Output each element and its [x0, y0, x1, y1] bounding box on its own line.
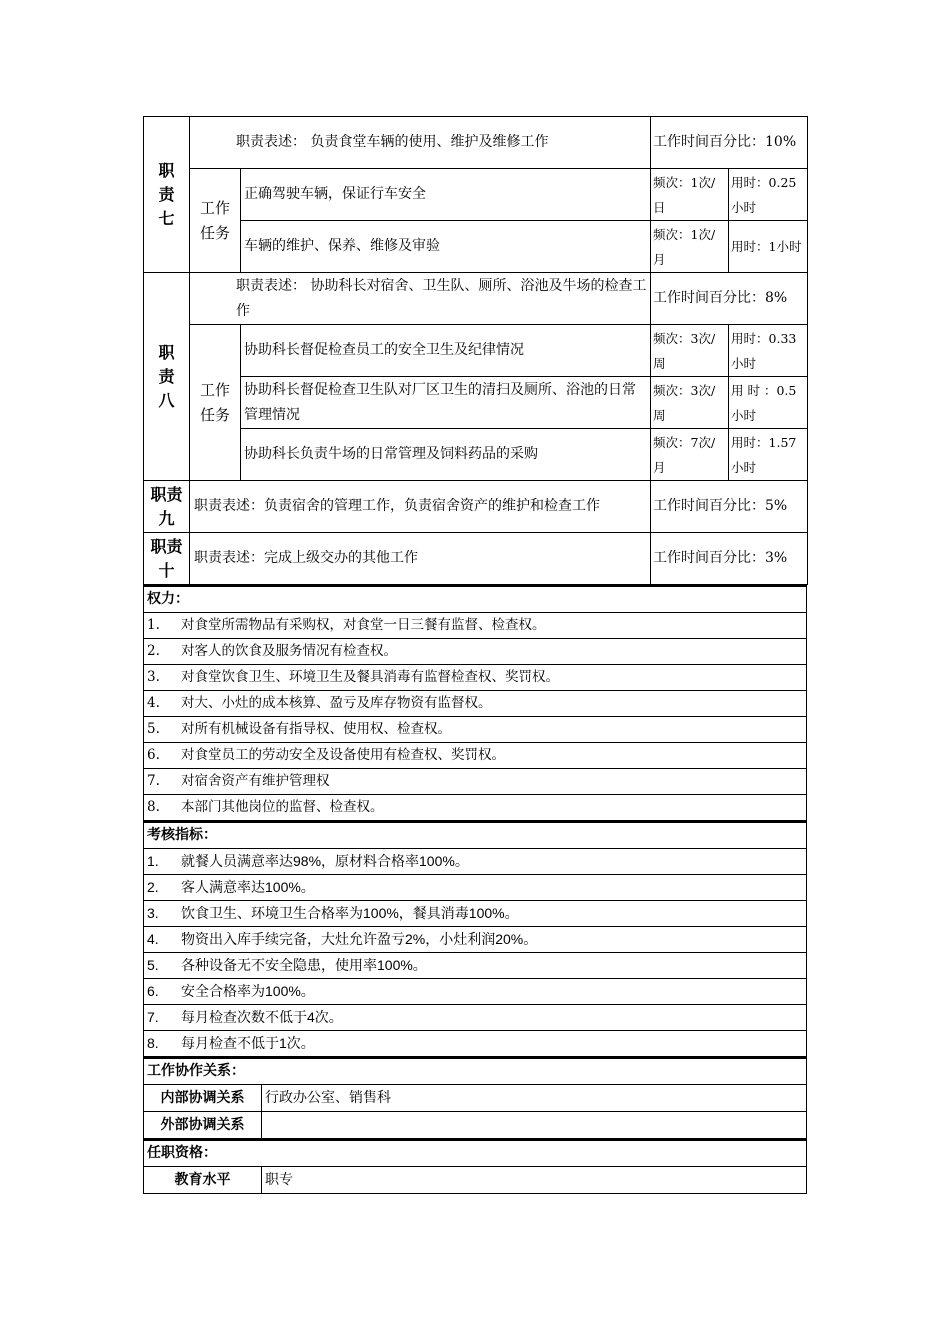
kpi-item: [144, 953, 807, 979]
education-label: 教育水平: [144, 1167, 262, 1194]
power-item: [144, 717, 807, 743]
external-relations-value: [262, 1112, 807, 1139]
duty-10-label: 职责 十: [144, 533, 190, 585]
duty-9-percentage: 工作时间百分比：5%: [651, 481, 808, 533]
power-row: [144, 639, 807, 665]
duty-7-task-2-time: 用时：1小时: [729, 221, 808, 273]
duty-8-task-3-time: 用时：1.57小时: [729, 429, 808, 481]
duty-8-task-2-frequency: 频次：3次/周: [651, 377, 729, 429]
kpi-item-text: 安全合格率为100%。: [181, 983, 315, 999]
kpi-row: [144, 979, 807, 1005]
kpi-item-text: 就餐人员满意率达98%，原材料合格率100%。: [181, 853, 469, 869]
power-row: [144, 795, 807, 821]
qualifications-table: [143, 1139, 807, 1194]
duty-7-task-1-time: 用时：0.25小时: [729, 169, 808, 221]
kpi-item-number: 2.: [147, 879, 159, 895]
kpi-item: [144, 1005, 807, 1031]
power-item-text: 本部门其他岗位的监督、检查权。: [181, 799, 384, 815]
kpi-row: [144, 927, 807, 953]
duty-7-task-1-frequency: 频次：1次/日: [651, 169, 729, 221]
power-item-number: 4.: [147, 695, 160, 711]
duty-8-task-1: 协助科长督促检查员工的安全卫生及纪律情况: [241, 325, 651, 377]
power-item-number: 8.: [147, 799, 160, 815]
power-item: [144, 613, 807, 639]
power-item: [144, 795, 807, 821]
kpi-item-number: 4.: [147, 931, 159, 947]
duty-9-label: 职责 九: [144, 481, 190, 533]
kpi-item: [144, 927, 807, 953]
duty-10-percentage: 工作时间百分比：3%: [651, 533, 808, 585]
power-item-text: 对大、小灶的成本核算、盈亏及库存物资有监督权。: [181, 695, 492, 711]
kpi-item: [144, 849, 807, 875]
duty-10-description: 职责表述：完成上级交办的其他工作: [190, 533, 651, 585]
power-item-number: 3.: [147, 669, 160, 685]
duty-7-percentage: 工作时间百分比：10%: [651, 117, 808, 169]
powers-table: [143, 585, 807, 821]
power-row: [144, 717, 807, 743]
power-item-number: 1.: [147, 617, 160, 633]
relations-table: [143, 1057, 807, 1139]
external-relations-label: 外部协调关系: [144, 1112, 262, 1139]
kpi-item-number: 3.: [147, 905, 159, 921]
power-row: [144, 691, 807, 717]
kpi-item: [144, 875, 807, 901]
power-item: [144, 665, 807, 691]
kpi-item-text: 客人满意率达100%。: [181, 879, 315, 895]
power-row: [144, 613, 807, 639]
power-item-number: 2.: [147, 643, 160, 659]
internal-relations-label: 内部协调关系: [144, 1085, 262, 1112]
kpi-item: [144, 1031, 807, 1057]
kpi-item: [144, 979, 807, 1005]
kpi-row: [144, 849, 807, 875]
kpi-item-number: 5.: [147, 957, 159, 973]
duty-8-task-3-frequency: 频次：7次/月: [651, 429, 729, 481]
power-item-text: 对客人的饮食及服务情况有检查权。: [181, 643, 397, 659]
job-description-page: [143, 116, 807, 1194]
duty-8-description: 职责表述： 协助科长对宿舍、卫生队、厕所、浴池及牛场的检查工作: [190, 273, 651, 325]
kpi-item-number: 6.: [147, 983, 159, 999]
duty-8-task-label: 工作 任务: [190, 325, 241, 481]
duty-7-task-label: 工作 任务: [190, 169, 241, 273]
education-value: 职专: [262, 1167, 807, 1194]
power-row: [144, 665, 807, 691]
duty-7-label: 职 责 七: [144, 117, 190, 273]
kpi-row: [144, 901, 807, 927]
kpi-row: [144, 875, 807, 901]
power-item: [144, 639, 807, 665]
power-item-number: 6.: [147, 747, 160, 763]
power-item: [144, 769, 807, 795]
kpi-item-text: 每月检查次数不低于4次。: [181, 1009, 343, 1025]
duty-8-task-2: 协助科长督促检查卫生队对厂区卫生的清扫及厕所、浴池的日常管理情况: [241, 377, 651, 429]
kpi-item-text: 各种设备无不安全隐患，使用率100%。: [181, 957, 427, 973]
internal-relations-value: 行政办公室、销售科: [262, 1085, 807, 1112]
duty-7-task-2: 车辆的维护、保养、维修及审验: [241, 221, 651, 273]
duty-8-percentage: 工作时间百分比：8%: [651, 273, 808, 325]
duty-8-task-3: 协助科长负责牛场的日常管理及饲料药品的采购: [241, 429, 651, 481]
power-row: [144, 769, 807, 795]
kpi-item: [144, 901, 807, 927]
duty-8-task-2-time: 用 时 ：0.5小时: [729, 377, 808, 429]
power-item-text: 对食堂饮食卫生、环境卫生及餐具消毒有监督检查权、奖罚权。: [181, 669, 559, 685]
kpi-row: [144, 1005, 807, 1031]
duty-8-label: 职 责 八: [144, 273, 190, 481]
power-item-text: 对食堂所需物品有采购权，对食堂一日三餐有监督、检查权。: [181, 617, 546, 633]
qualifications-title: 任职资格：: [144, 1140, 807, 1167]
kpi-row: [144, 1031, 807, 1057]
power-item-number: 5.: [147, 721, 160, 737]
power-item-text: 对所有机械设备有指导权、使用权、检查权。: [181, 721, 451, 737]
kpi-item-text: 物资出入库手续完备，大灶允许盈亏2%，小灶利润20%。: [181, 931, 538, 947]
duty-7-task-1: 正确驾驶车辆，保证行车安全: [241, 169, 651, 221]
power-item: [144, 691, 807, 717]
power-item: [144, 743, 807, 769]
power-item-text: 对食堂员工的劳动安全及设备使用有检查权、奖罚权。: [181, 747, 505, 763]
powers-title: 权力：: [144, 586, 807, 613]
kpi-item-number: 8.: [147, 1035, 159, 1051]
duty-9-description: 职责表述：负责宿舍的管理工作，负责宿舍资产的维护和检查工作: [190, 481, 651, 533]
relations-title: 工作协作关系：: [144, 1058, 807, 1085]
power-row: [144, 743, 807, 769]
power-item-text: 对宿舍资产有维护管理权: [181, 773, 330, 789]
power-item-number: 7.: [147, 773, 160, 789]
kpi-item-number: 1.: [147, 853, 159, 869]
kpi-item-number: 7.: [147, 1009, 159, 1025]
duty-7-task-2-frequency: 频次：1次/月: [651, 221, 729, 273]
kpi-row: [144, 953, 807, 979]
duties-table: [143, 116, 808, 585]
kpi-item-text: 每月检查不低于1次。: [181, 1035, 315, 1051]
kpi-title: 考核指标：: [144, 822, 807, 849]
duty-8-task-1-time: 用时：0.33小时: [729, 325, 808, 377]
kpi-item-text: 饮食卫生、环境卫生合格率为100%，餐具消毒100%。: [181, 905, 519, 921]
duty-8-task-1-frequency: 频次：3次/周: [651, 325, 729, 377]
duty-7-description: 职责表述： 负责食堂车辆的使用、维护及维修工作: [190, 117, 651, 169]
kpi-table: [143, 821, 807, 1057]
